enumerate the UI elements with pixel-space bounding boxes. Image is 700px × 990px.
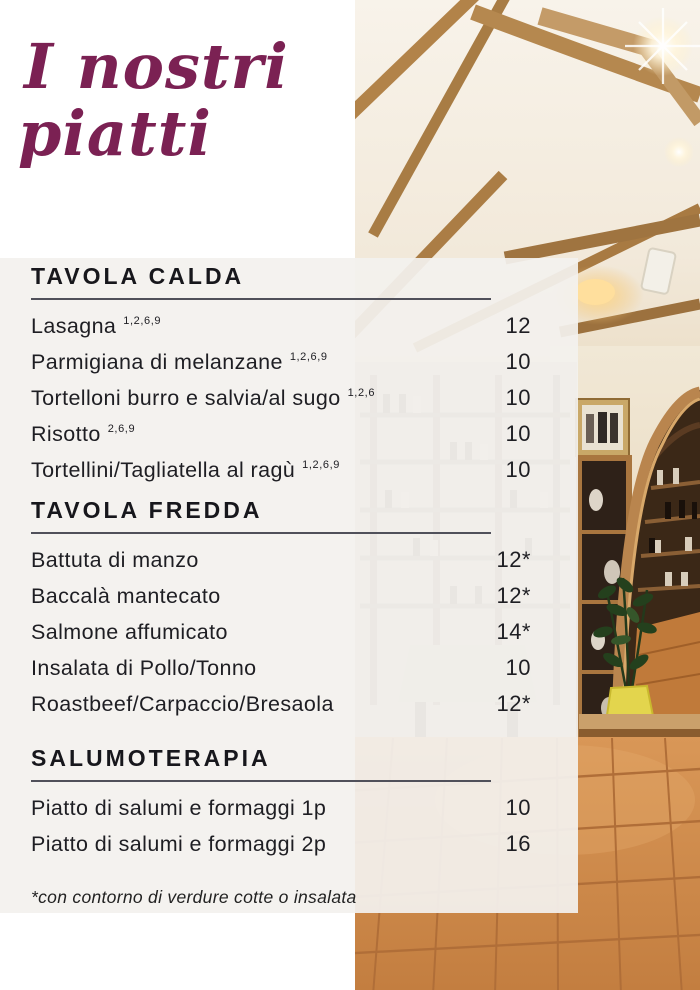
item-price: 10 [505, 385, 531, 410]
item-price: 12* [496, 583, 531, 608]
page-title-line2: piatti [18, 96, 212, 170]
item-name: Tortellini/Tagliatella al ragù [31, 457, 296, 482]
page-title [18, 30, 344, 170]
item-allergens: 1,2,6,9 [302, 458, 341, 471]
item-name: Salmone affumicato [31, 619, 228, 644]
wall-picture [576, 399, 629, 456]
section-tavola-calda [31, 263, 531, 488]
item-price: 10 [505, 795, 531, 820]
item-name: Piatto di salumi e formaggi 2p [31, 831, 327, 856]
item-name: Tortelloni burro e salvia/al sugo [31, 385, 341, 410]
item-name: Roastbeef/Carpaccio/Bresaola [31, 691, 334, 716]
menu-item-row [31, 650, 531, 686]
menu-panel [0, 258, 578, 913]
menu-footnote: *con contorno di verdure cotte o insalata [31, 887, 357, 907]
item-allergens: 1,2,6,9 [123, 314, 162, 327]
menu-item-row [31, 416, 531, 452]
menu-item-row [31, 826, 531, 862]
section-heading: TAVOLA FREDDA [31, 497, 491, 534]
section-items [31, 542, 531, 722]
item-name: Risotto [31, 421, 101, 446]
menu-item-row [31, 452, 531, 488]
menu-item-row [31, 790, 531, 826]
item-price: 10 [505, 421, 531, 446]
item-name: Battuta di manzo [31, 547, 199, 572]
item-allergens: 1,2,6 [347, 386, 376, 399]
menu-item-row [31, 308, 531, 344]
section-tavola-fredda [31, 497, 531, 722]
section-heading: SALUMOTERAPIA [31, 745, 491, 782]
item-price: 10 [505, 655, 531, 680]
section-salumoterapia [31, 745, 531, 862]
item-price: 16 [505, 831, 531, 856]
menu-item-row [31, 344, 531, 380]
item-name: Parmigiana di melanzane [31, 349, 283, 374]
section-items [31, 790, 531, 862]
item-name: Lasagna [31, 313, 117, 338]
page-title-line1: I nostri [24, 30, 289, 103]
item-allergens: 1,2,6,9 [289, 350, 328, 363]
menu-item-row [31, 614, 531, 650]
item-name: Baccalà mantecato [31, 583, 221, 608]
menu-item-row [31, 578, 531, 614]
item-price: 10 [505, 457, 531, 482]
item-name: Insalata di Pollo/Tonno [31, 655, 257, 680]
section-heading: TAVOLA CALDA [31, 263, 491, 300]
floor-step [579, 714, 700, 737]
item-price: 12 [505, 313, 531, 338]
section-items [31, 308, 531, 488]
item-price: 12* [496, 547, 531, 572]
item-allergens: 2,6,9 [107, 422, 136, 435]
item-price: 10 [505, 349, 531, 374]
item-price: 14* [496, 619, 531, 644]
item-name: Piatto di salumi e formaggi 1p [31, 795, 327, 820]
menu-item-row [31, 686, 531, 722]
item-price: 12* [496, 691, 531, 716]
menu-content [0, 258, 536, 908]
menu-item-row [31, 380, 531, 416]
menu-item-row [31, 542, 531, 578]
